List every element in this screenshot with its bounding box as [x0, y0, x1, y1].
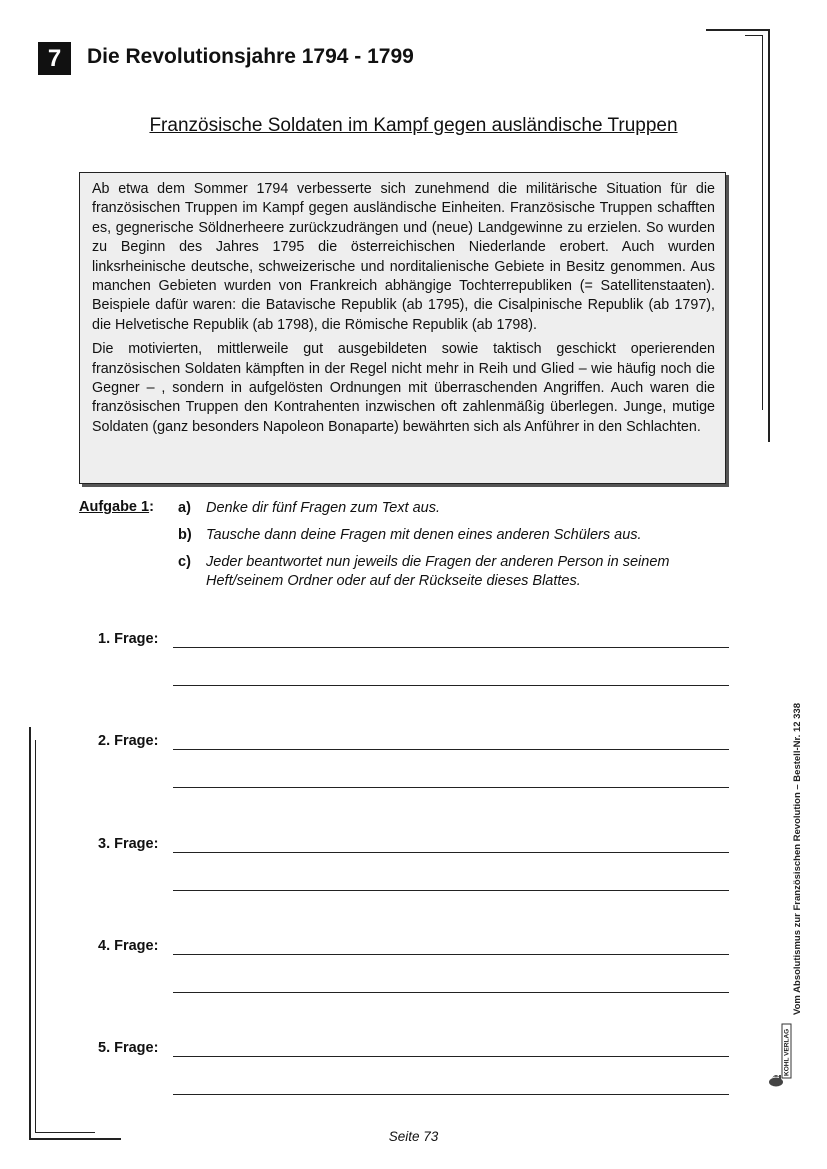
- page-number: Seite 73: [388, 1129, 439, 1144]
- answer-line[interactable]: [173, 890, 729, 891]
- answer-line[interactable]: [173, 749, 729, 750]
- answer-line[interactable]: [173, 647, 729, 648]
- question-label-2: 2. Frage:: [98, 733, 159, 749]
- frame-line-right-vertical: [768, 29, 770, 442]
- question-label-4: 4. Frage:: [98, 938, 159, 954]
- task-label-text: Aufgabe 1: [79, 499, 150, 515]
- task-item-text: Denke dir fünf Fragen zum Text aus.: [206, 500, 440, 516]
- task-item-a: [178, 499, 738, 518]
- task-item-text: Jeder beantwortet nun jeweils die Fragen der anderen Person in seinem Heft/seinem Ordner oder auf der Rückseite dieses Blattes.: [206, 554, 670, 589]
- task-item-b: [178, 526, 738, 545]
- info-paragraph-2: Die motivierten, mittlerweile gut ausgebildeten sowie taktisch geschickt operierenden französischen Soldaten kämpften in der Regel nicht mehr in Reih und Glied – wie häufig noch die Gegner – , sondern in aufgelösten Ordnungen mit überraschenden Angriffen. Auch waren die französischen Truppen den Kontrahenten inzwischen oft zahlenmäßig überlegen. Junge, mutige Soldaten (ganz besonders Napoleon Bonaparte) bewährten sich als Anführer in den Schlachten.: [92, 341, 715, 435]
- answer-line[interactable]: [173, 1094, 729, 1095]
- task-item-c: [178, 553, 738, 591]
- task-item-letter: c): [178, 554, 191, 570]
- task-item-text: Tausche dann deine Fragen mit denen eines anderen Schülers aus.: [206, 527, 642, 543]
- info-text-box: [79, 172, 726, 484]
- task-label-colon: :: [149, 499, 154, 515]
- frame-line-top-right-2: [745, 35, 763, 36]
- frame-line-right-vertical-2: [762, 35, 763, 410]
- frame-line-left-vertical: [29, 727, 31, 1139]
- task-item-letter: b): [178, 527, 192, 543]
- chapter-number-badge: 7: [38, 42, 71, 75]
- publisher-logo-icon: [768, 1020, 792, 1090]
- chapter-title: Die Revolutionsjahre 1794 - 1799: [87, 45, 414, 68]
- frame-line-top-right: [706, 29, 769, 31]
- answer-line[interactable]: [173, 992, 729, 993]
- task-item-letter: a): [178, 500, 191, 516]
- answer-line[interactable]: [173, 954, 729, 955]
- frame-line-left-vertical-2: [35, 740, 36, 1133]
- section-subtitle: Französische Soldaten im Kampf gegen ausländische Truppen: [149, 115, 678, 136]
- answer-line[interactable]: [173, 852, 729, 853]
- sidebar-book-reference: Vom Absolutismus zur Französischen Revolution – Bestell-Nr. 12 338: [792, 703, 803, 1015]
- task-label: [79, 499, 154, 515]
- answer-line[interactable]: [173, 685, 729, 686]
- answer-line[interactable]: [173, 787, 729, 788]
- answer-line[interactable]: [173, 1056, 729, 1057]
- info-paragraph-1: Ab etwa dem Sommer 1794 verbesserte sich zunehmend die militärische Situation für die französischen Truppen im Kampf gegen ausländische Einheiten. Französische Truppen schafften es, gegnerische Söldnerheere zurückzudrängen und (neue) Landgewinne zu erzielen. So wurden zu Beginn des Jahres 1795 die österreichischen Niederlande erobert. Auch wurden linksrheinische deutsche, schweizerische und norditalienische Gebiete in Besitz genommen. Aus manchen Gebieten wurden von Frankreich abhängige Tochterrepubliken (= Satellitenstaaten). Beispiele dafür waren: die Batavische Republik (ab 1795), die Cisalpinische Republik (ab 1797), die Helvetische Republik (ab 1798), die Römische Republik (ab 1798).: [92, 181, 715, 333]
- publisher-logo-text: KOHL VERLAG: [783, 1028, 791, 1076]
- question-label-1: 1. Frage:: [98, 631, 159, 647]
- question-label-3: 3. Frage:: [98, 836, 159, 852]
- question-label-5: 5. Frage:: [98, 1040, 159, 1056]
